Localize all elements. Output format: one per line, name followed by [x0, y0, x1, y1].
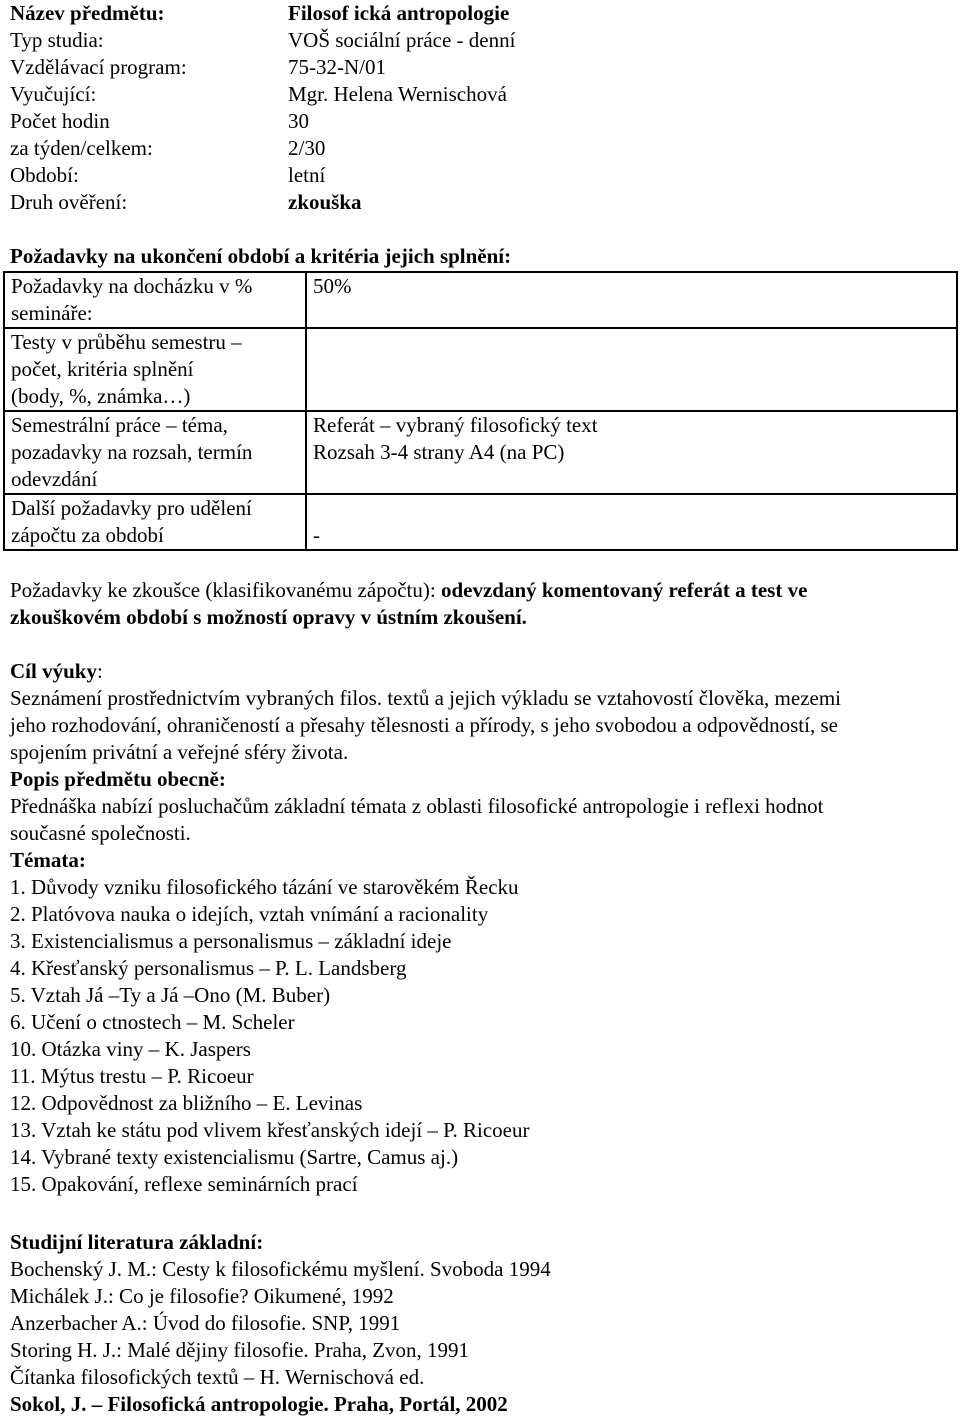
topic-item: 15. Opakování, reflexe seminárních prací: [10, 1172, 358, 1196]
literature-section: [10, 1229, 948, 1418]
requirement-label-line: Další požadavky pro udělení: [11, 496, 252, 520]
requirement-label-line: Testy v průběhu semestru –: [11, 330, 242, 354]
literature-list: [10, 1256, 948, 1391]
description-line: Přednáška nabízí posluchačům základní témata z oblasti filosofické antropologie i reflexi hodnot: [10, 794, 824, 818]
goal-line: jeho rozhodování, ohraničeností a přesahy tělesnosti a přírody, s jeho svobodou a odpovědností, se: [10, 713, 838, 737]
requirements-row: [4, 494, 957, 550]
header-label: Vzdělávací program:: [10, 55, 187, 79]
topic-item: 1. Důvody vzniku filosofického tázání ve starověkém Řecku: [10, 875, 519, 899]
exam-requirements: [10, 577, 948, 631]
requirement-label: [4, 411, 306, 494]
literature-item: Čítanka filosofických textů – H. Wernischová ed.: [10, 1365, 425, 1389]
topic-item: 10. Otázka viny – K. Jaspers: [10, 1037, 251, 1061]
requirements-row: [4, 411, 957, 494]
goal-line: Seznámení prostřednictvím vybraných filos. textů a jejich výkladu se vztahovostí člověka, mezemi: [10, 686, 842, 710]
literature-item: Storing H. J.: Malé dějiny filosofie. Praha, Zvon, 1991: [10, 1338, 470, 1362]
requirement-label-line: odevzdání: [11, 467, 98, 491]
topics-heading: Témata:: [10, 848, 86, 872]
requirement-label-line: zápočtu za období: [11, 523, 164, 547]
exam-bold-1: odevzdaný komentovaný referát a test ve: [440, 578, 808, 602]
requirement-label-line: semináře:: [11, 301, 93, 325]
exam-prefix: Požadavky ke zkoušce (klasifikovanému zápočtu):: [10, 578, 441, 602]
description-section: [10, 766, 948, 847]
topic-item: 13. Vztah ke státu pod vlivem křesťanských idejí – P. Ricoeur: [10, 1118, 530, 1142]
header-value: VOŠ sociální práce - denní: [288, 28, 516, 52]
literature-item: Michálek J.: Co je filosofie? Oikumené, 1992: [10, 1284, 394, 1308]
header-value: zkouška: [288, 190, 362, 214]
header-value: 2/30: [288, 136, 326, 160]
requirement-value: [306, 494, 957, 550]
goal-section: [10, 658, 948, 766]
topic-item: 5. Vztah Já –Ty a Já –Ono (M. Buber): [10, 983, 331, 1007]
requirement-label: [4, 328, 306, 411]
requirement-value: [306, 328, 957, 411]
requirement-label: [4, 272, 306, 328]
header-label: Typ studia:: [10, 28, 104, 52]
requirement-value: [306, 411, 957, 494]
topic-item: 12. Odpovědnost za bližního – E. Levinas: [10, 1091, 363, 1115]
requirement-label: [4, 494, 306, 550]
requirement-value-line: Referát – vybraný filosofický text: [313, 413, 598, 437]
header-label: Název předmětu:: [10, 1, 165, 25]
requirements-table: [3, 271, 958, 551]
requirement-label-line: (body, %, známka…): [11, 384, 191, 408]
topic-item: 11. Mýtus trestu – P. Ricoeur: [10, 1064, 254, 1088]
header-label: za týden/celkem:: [10, 136, 153, 160]
literature-item-bold: Sokol, J. – Filosofická antropologie. Praha, Portál, 2002: [10, 1392, 508, 1416]
topic-item: 3. Existencialismus a personalismus – základní ideje: [10, 929, 452, 953]
requirement-value-line: 50%: [313, 274, 352, 298]
requirement-label-line: Požadavky na docházku v %: [11, 274, 253, 298]
description-heading: Popis předmětu obecně:: [10, 767, 226, 791]
topic-item: 14. Vybrané texty existencialismu (Sartre, Camus aj.): [10, 1145, 459, 1169]
topics-list: [10, 874, 948, 1198]
requirements-heading: Požadavky na ukončení období a kritéria jejich splnění:: [10, 244, 512, 268]
header-label: Období:: [10, 163, 79, 187]
requirements-row: [4, 328, 957, 411]
topic-item: 4. Křesťanský personalismus – P. L. Landsberg: [10, 956, 407, 980]
goal-line: spojením privátní a veřejné sféry života.: [10, 740, 349, 764]
requirement-label-line: pozadavky na rozsah, termín: [11, 440, 253, 464]
requirement-value-line: [313, 495, 950, 522]
requirements-row: [4, 272, 957, 328]
requirement-value-line: -: [313, 523, 320, 547]
description-text: [10, 793, 948, 847]
requirement-value-line: Rozsah 3-4 strany A4 (na PC): [313, 440, 565, 464]
header-value: letní: [288, 163, 326, 187]
header-label: Počet hodin: [10, 109, 110, 133]
literature-heading: Studijní literatura základní:: [10, 1230, 264, 1254]
header-value: 75-32-N/01: [288, 55, 386, 79]
requirement-label-line: Semestrální práce – téma,: [11, 413, 228, 437]
literature-item: Anzerbacher A.: Úvod do filosofie. SNP, 1991: [10, 1311, 401, 1335]
topic-item: 2. Platóvova nauka o idejích, vztah vnímání a racionality: [10, 902, 489, 926]
topics-section: [10, 847, 948, 1198]
goal-heading: Cíl výuky: [10, 659, 97, 683]
goal-heading-colon: :: [96, 659, 103, 683]
exam-bold-2: zkouškovém období s možností opravy v ústním zkoušení.: [10, 605, 527, 629]
goal-text: [10, 685, 948, 766]
header-value: Filosof ická antropologie: [288, 1, 510, 25]
header-label: Druh ověření:: [10, 190, 128, 214]
literature-item: Bochenský J. M.: Cesty k filosofickému myšlení. Svoboda 1994: [10, 1257, 551, 1281]
header-label: Vyučující:: [10, 82, 97, 106]
header-value: 30: [288, 109, 309, 133]
description-line: současné společnosti.: [10, 821, 191, 845]
requirement-label-line: počet, kritéria splnění: [11, 357, 194, 381]
topic-item: 6. Učení o ctnostech – M. Scheler: [10, 1010, 295, 1034]
requirement-value: [306, 272, 957, 328]
header-value: Mgr. Helena Wernischová: [288, 82, 507, 106]
